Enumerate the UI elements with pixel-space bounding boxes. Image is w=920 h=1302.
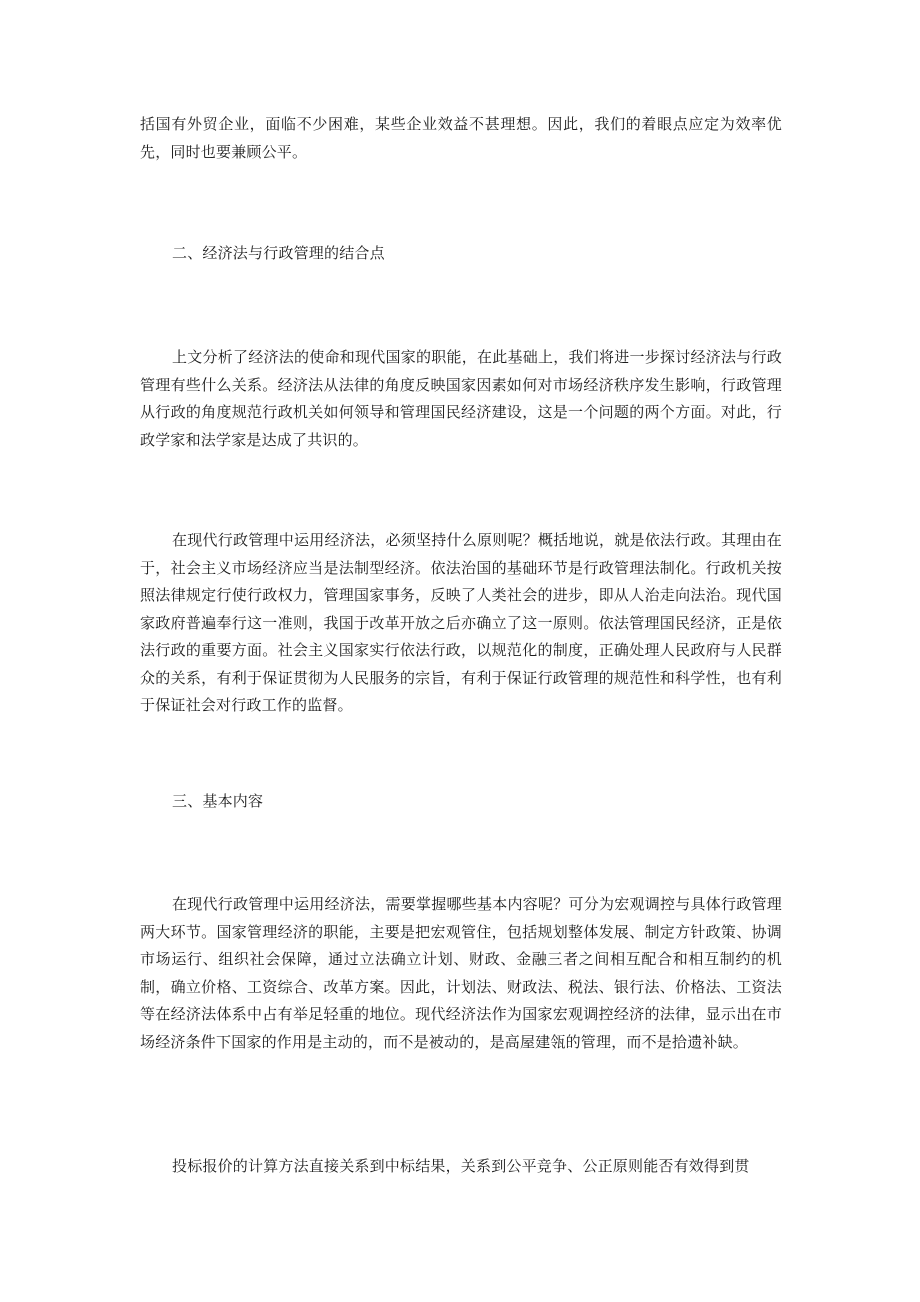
paragraph-3-1: 在现代行政管理中运用经济法，需要掌握哪些基本内容呢？可分为宏观调控与具体行政管理两大环节。国家管理经济的职能，主要是把宏观管住，包括规划整体发展、制定方针政策、协调市场运行、组织社会保障，通过立法确立计划、财政、金融三者之间相互配合和相互制约的机制，确立价格、工资综合、改革方案。因此，计划法、财政法、税法、银行法、价格法、工资法等在经济法体系中占有举足轻重的地位。现代经济法作为国家宏观调控经济的法律，显示出在市场经济条件下国家的作用是主动的，而不是被动的，是高屋建瓴的管理，而不是拾遗补缺。 — [140, 895, 782, 1051]
paragraph-intro-continuation: 括国有外贸企业，面临不少困难，某些企业效益不甚理想。因此，我们的着眼点应定为效率优先，同时也要兼顾公平。 — [140, 115, 782, 161]
paragraph-2-1: 上文分析了经济法的使命和现代国家的职能，在此基础上，我们将进一步探讨经济法与行政管理有些什么关系。经济法从法律的角度反映国家因素如何对市场经济秩序发生影响，行政管理从行政的角度规范行政机关如何领导和管理国民经济建设，这是一个问题的两个方面。对此，行政学家和法学家是达成了共识的。 — [140, 348, 782, 449]
section-heading-3: 三、基本内容 — [172, 792, 264, 810]
paragraph-2-2: 在现代行政管理中运用经济法，必须坚持什么原则呢？概括地说，就是依法行政。其理由在于，社会主义市场经济应当是法制型经济。依法治国的基础环节是行政管理法制化。行政机关按照法律规定行使行政权力，管理国家事务，反映了人类社会的进步，即从人治走向法治。现代国家政府普遍奉行这一准则，我国于改革开放之后亦确立了这一原则。依法管理国民经济，正是依法行政的重要方面。社会主义国家实行依法行政，以规范化的制度，正确处理人民政府与人民群众的关系，有利于保证贯彻为人民服务的宗旨，有利于保证行政管理的规范性和科学性，也有利于保证社会对行政工作的监督。 — [140, 531, 782, 714]
section-heading-2: 二、经济法与行政管理的结合点 — [172, 244, 385, 262]
paragraph-3-2: 投标报价的计算方法直接关系到中标结果，关系到公平竞争、公正原则能否有效得到贯 — [172, 1157, 750, 1175]
